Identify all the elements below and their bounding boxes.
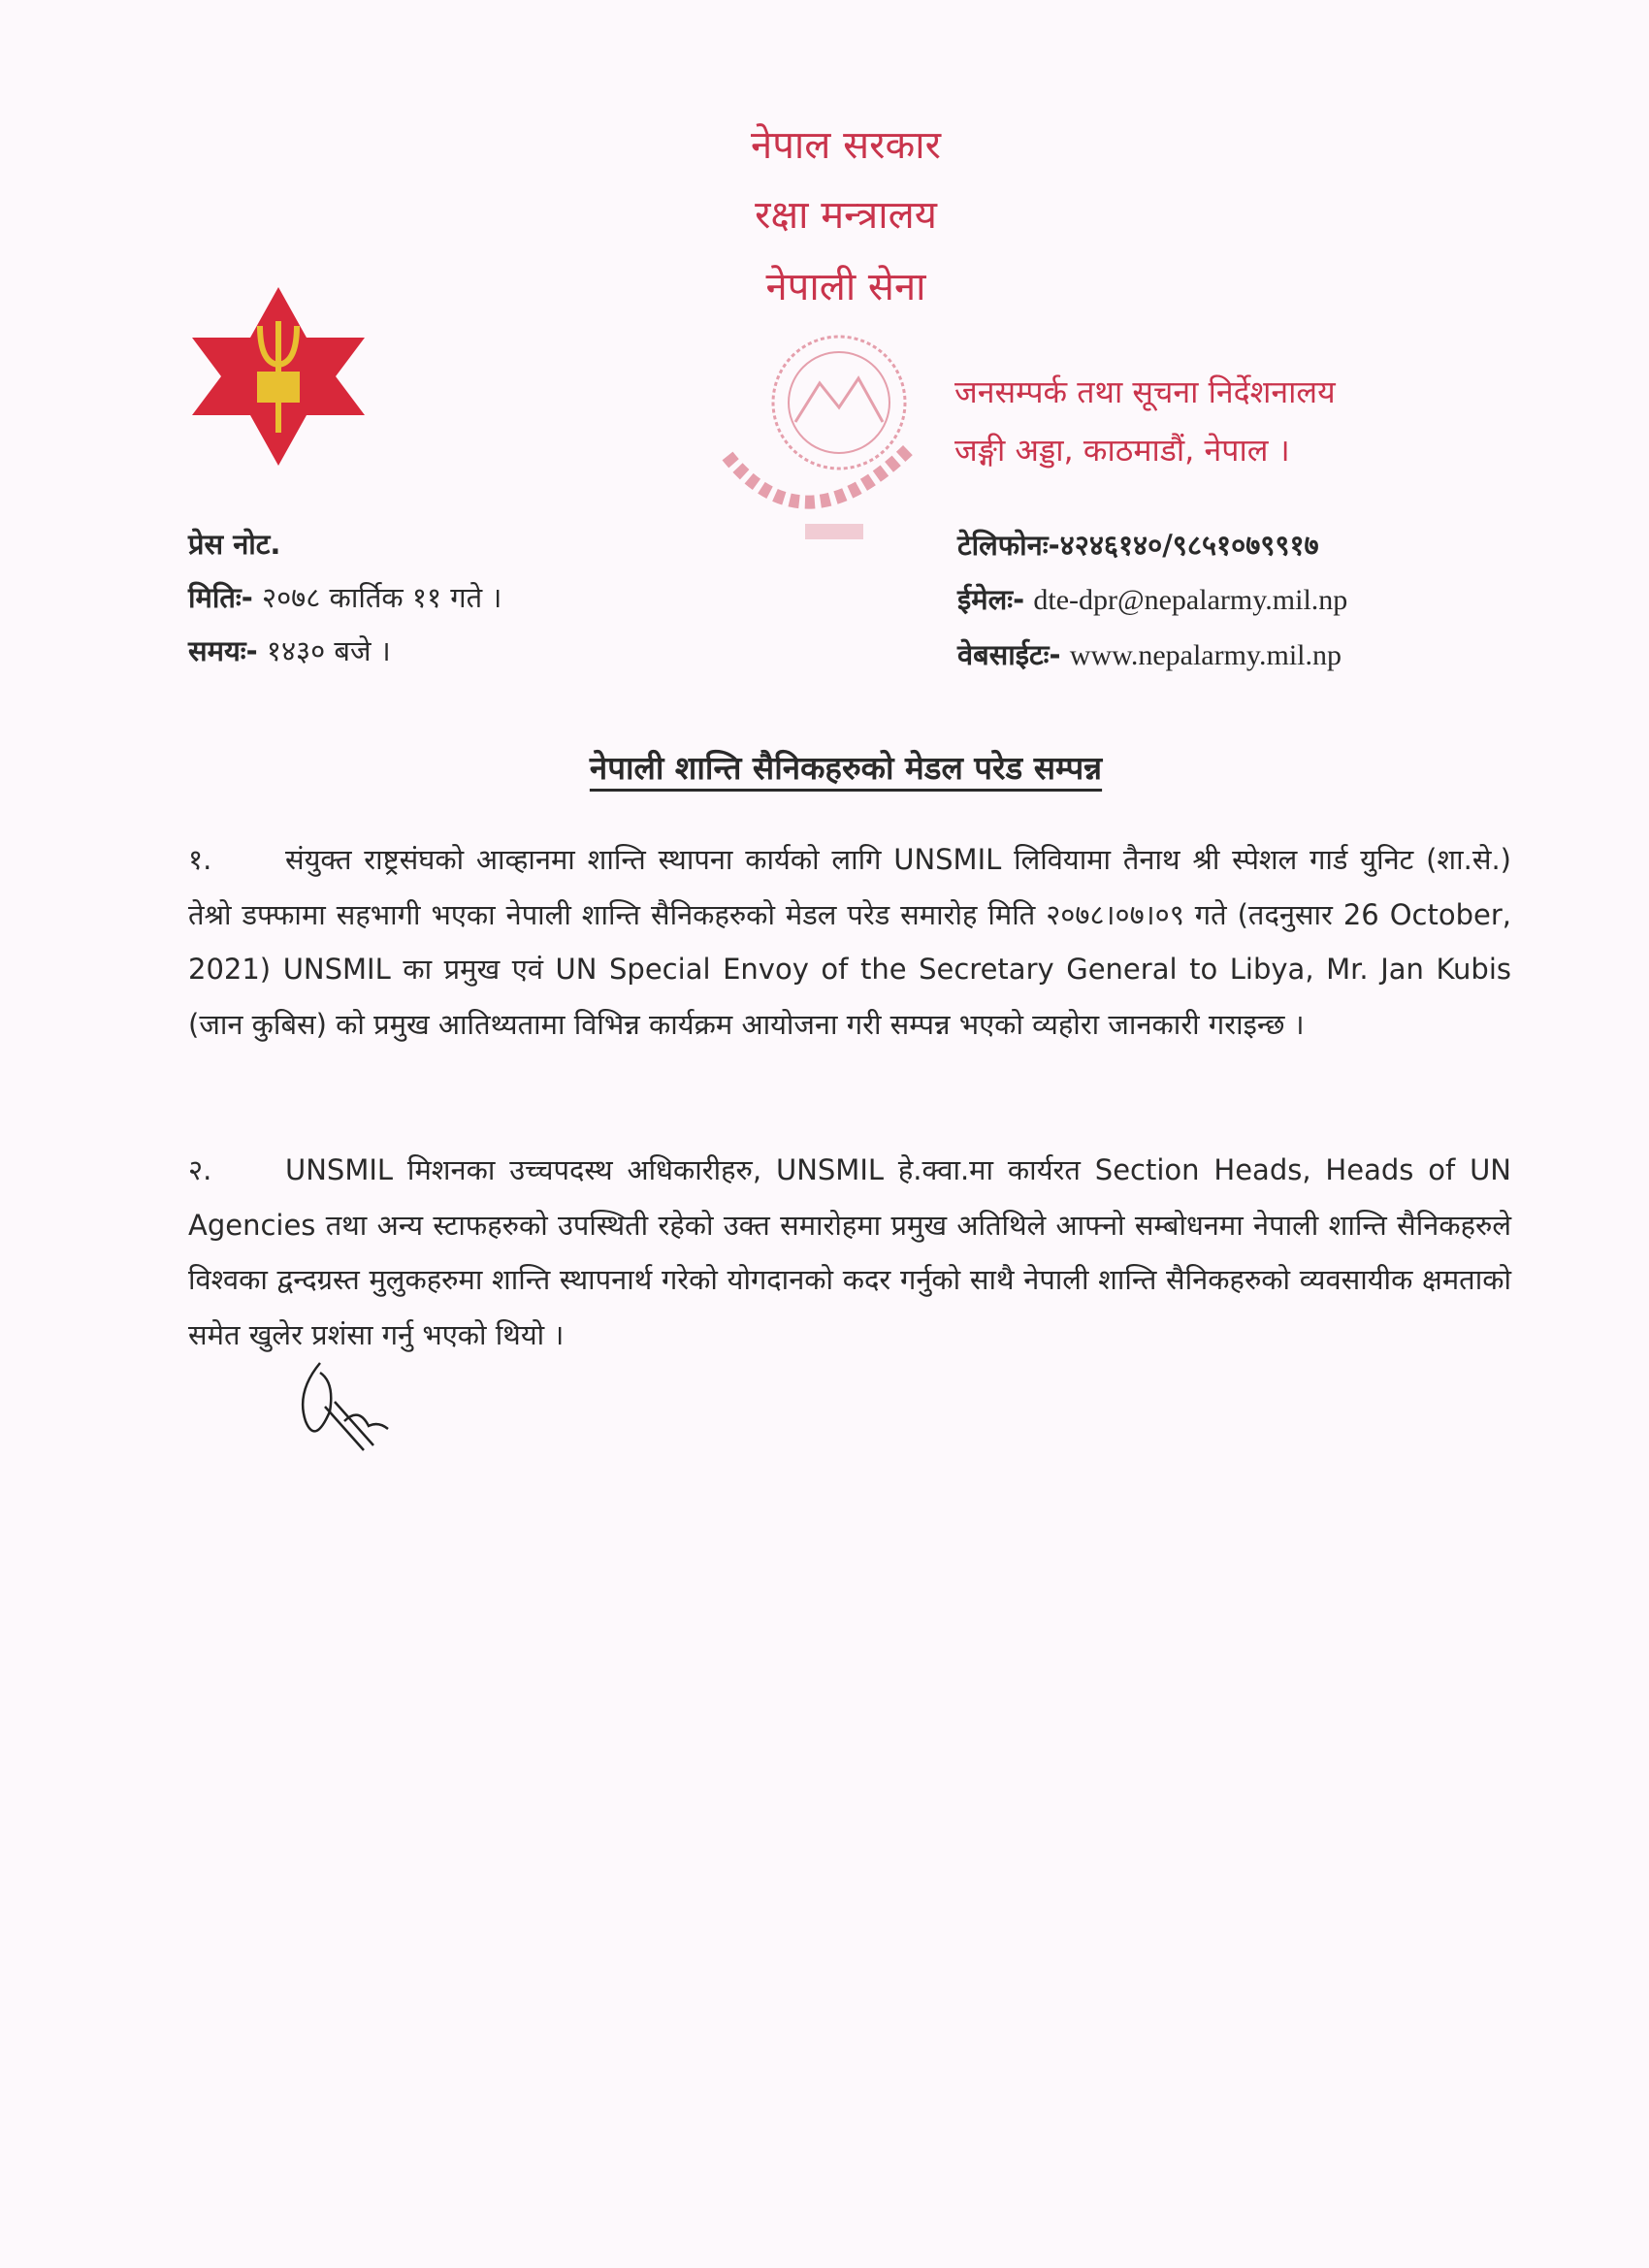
email-label: ईमेलः- [957, 583, 1025, 616]
time-label: समयः- [188, 634, 258, 667]
website-link[interactable]: www.nepalarmy.mil.np [1069, 639, 1342, 671]
signature-icon [291, 1353, 398, 1460]
meta-left [188, 518, 501, 678]
heading-text: नेपाली शान्ति सैनिकहरुको मेडल परेड सम्पन्न [589, 749, 1103, 787]
press-release-heading [0, 745, 1649, 789]
date-label: मितिः- [188, 581, 253, 614]
press-note-label: प्रेस नोट. [188, 528, 281, 561]
directorate-seal-icon [718, 330, 931, 553]
paragraph-text: UNSMIL मिशनका उच्चपदस्थ अधिकारीहरु, UNSMIL हे.क्वा.मा कार्यरत Section Heads, Heads of UN Agencies तथा अन्य स्टाफहरुको उपस्थिती रहेको उक्त समारोहमा प्रमुख अतिथिले आफ्नो सम्बोधनमा नेपाली शान्ति सैनिकहरुले विश्वका द्वन्दग्रस्त मुलुकहरुमा शान्ति स्थापनार्थ गरेको योगदानको कदर गर्नुको साथै नेपाली शान्ति सैनिकहरुको व्यवसायीक क्षमताको समेत खुलेर प्रशंसा गर्नु भएको थियो । [188, 1153, 1511, 1351]
time-value: १४३० बजे । [266, 634, 391, 667]
phone-value: ४२४६१४०/९८५१०७९९१७ [1059, 529, 1319, 562]
meta-right [957, 518, 1347, 683]
email-link[interactable]: dte-dpr@nepalarmy.mil.np [1033, 584, 1348, 616]
paragraph-number: १. [188, 843, 212, 876]
directorate-address: जङ्गी अड्डा, काठमाडौं, नेपाल । [954, 432, 1290, 469]
website-label: वेबसाईटः- [957, 638, 1061, 671]
letterhead-ministry: रक्षा मन्त्रालय [755, 193, 937, 238]
paragraph-2 [188, 1143, 1511, 1362]
letterhead-government: नेपाल सरकार [751, 123, 941, 168]
date-value: २०७८ कार्तिक ११ गते । [262, 581, 502, 614]
directorate-name: जनसम्पर्क तथा सूचना निर्देशनालय [954, 373, 1336, 410]
paragraph-number: २. [188, 1153, 212, 1186]
nepal-army-emblem-icon [192, 287, 365, 466]
letterhead-army: नेपाली सेना [765, 265, 926, 309]
paragraph-text: संयुक्त राष्ट्रसंघको आव्हानमा शान्ति स्थापना कार्यको लागि UNSMIL लिवियामा तैनाथ श्री स्पेशल गार्ड युनिट (शा.से.) तेश्रो डफ्फामा सहभागी भएका नेपाली शान्ति सैनिकहरुको मेडल परेड समारोह मिति २०७८।०७।०९ गते (तदनुसार 26 October, 2021) UNSMIL का प्रमुख एवं UN Special Envoy of the Secretary General to Libya, Mr. Jan Kubis (जान कुबिस) को प्रमुख आतिथ्यतामा विभिन्न कार्यक्रम आयोजना गरी सम्पन्न भएको व्यहोरा जानकारी गराइन्छ । [188, 843, 1511, 1041]
paragraph-1 [188, 832, 1511, 1052]
phone-label: टेलिफोनः- [957, 529, 1060, 562]
